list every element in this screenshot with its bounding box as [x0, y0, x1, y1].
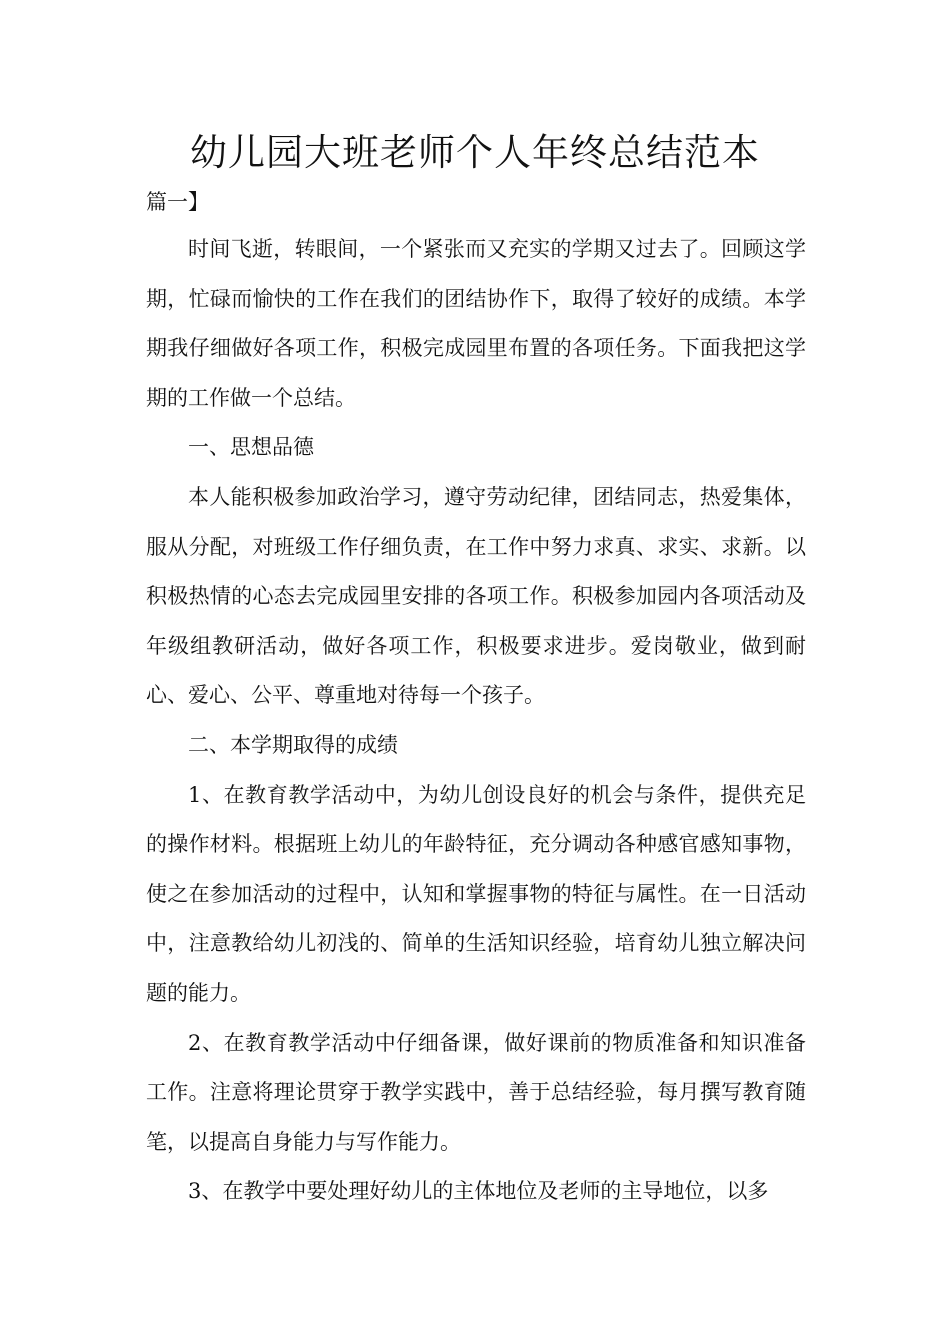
paragraph-item-2: 2、在教育教学活动中仔细备课，做好课前的物质准备和知识准备工作。注意将理论贯穿于教学实践中，善于总结经验，每月撰写教育随笔，以提高自身能力与写作能力。 — [146, 1030, 806, 1154]
section-label: 篇一】 — [146, 190, 209, 214]
heading-ideology: 一、思想品德 — [188, 435, 314, 460]
paragraph-intro: 时间飞逝，转眼间，一个紧张而又充实的学期又过去了。回顾这学期，忙碌而愉快的工作在我们的团结协作下，取得了较好的成绩。本学期我仔细做好各项工作，积极完成园里布置的各项任务。下面我把这学期的工作做一个总结。 — [146, 237, 806, 410]
document-title: 幼儿园大班老师个人年终总结范本 — [190, 131, 760, 174]
paragraph-item-1: 1、在教育教学活动中，为幼儿创设良好的机会与条件，提供充足的操作材料。根据班上幼儿的年龄特征，充分调动各种感官感知事物，使之在参加活动的过程中，认知和掌握事物的特征与属性。在一日活动中，注意教给幼儿初浅的、简单的生活知识经验，培育幼儿独立解决问题的能力。 — [146, 782, 806, 1005]
paragraph-item-3: 3、在教学中要处理好幼儿的主体地位及老师的主导地位，以多 — [188, 1179, 769, 1204]
paragraph-ideology: 本人能积极参加政治学习，遵守劳动纪律，团结同志，热爱集体，服从分配，对班级工作仔细负责，在工作中努力求真、求实、求新。以积极热情的心态去完成园里安排的各项工作。积极参加园内各项活动及年级组教研活动，做好各项工作，积极要求进步。爱岗敬业，做到耐心、爱心、公平、尊重地对待每一个孩子。 — [146, 484, 806, 708]
heading-achievements: 二、本学期取得的成绩 — [188, 732, 398, 757]
document-body — [146, 225, 806, 1217]
